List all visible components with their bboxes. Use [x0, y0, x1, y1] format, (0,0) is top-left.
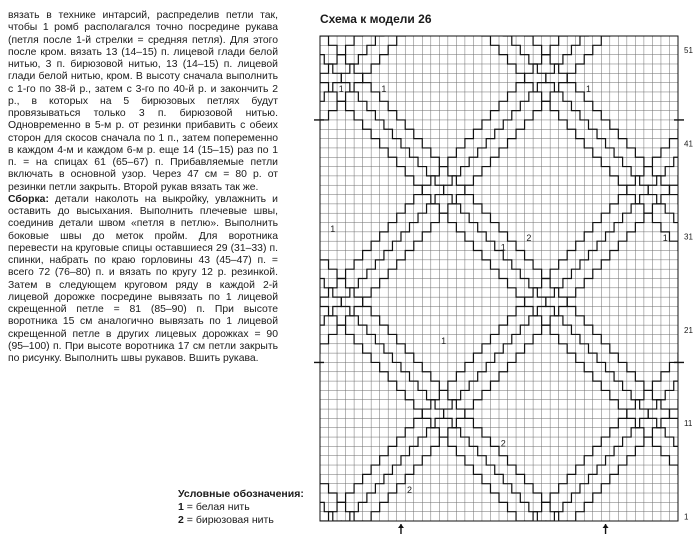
cell-marker: 1: [585, 83, 592, 94]
cell-marker: 1: [662, 233, 668, 244]
cell-marker: 1: [441, 335, 447, 346]
arrow-head: [603, 524, 609, 528]
cell-marker: 1: [381, 83, 387, 94]
instructions-paragraph: вязать в технике интарсий, распределив петли так, чтобы 1 ромб располагался точно посредине рукава (петля после 1-й стрелки = средняя петля). Для этого после кром. вязать 13 (14–15) п. лицевой глади белой нитью, 3 п. бирюзовой нитью, 13 (14–15) п. лицевой глади белой нитью, кром. В высоту сначала выполнить с 1-го по 38-й р., затем с 3-го по 40-й р. и закончить 2 р., в которых на 5 бирюзовых петлях будут провязываться только 3 п. бирюзовой нитью. Одновременно в 5-м р. от резинки прибавить с обеих сторон для скосов сначала по 1 п., затем попеременно в каждом 4-м и каждом 6-м р. еще 14 (15–15) раз по 1 п. = на спицах 61 (65–67) п. Прибавляемые петли включать в основной узор. Через 47 см = 80 р. от резинки петли закрыть. Второй рукав вязать так же.: [8, 10, 278, 193]
legend-title: Условные обозначения:: [178, 488, 304, 500]
assembly-heading: Сборка:: [8, 193, 49, 205]
diamond-step-line: [0, 27, 329, 531]
cell-marker: 1: [500, 242, 506, 253]
diamond-step-line: [0, 27, 371, 531]
row-number: 51: [684, 45, 693, 55]
row-number: 1: [684, 512, 689, 522]
diamond-step-line: [0, 27, 124, 531]
diamond-step-line: [0, 27, 167, 531]
assembly-body: детали наколоть на выкройку, увлажнить и оставить до высыхания. Выполнить плечевые швы, соединив детали швом «петля в петлю». Выполнить боковые швы до меток пройм. Для воротника перевести на круговые спицы оставшиеся 29 (31–33) п. спинки, набрать по краю горловины 43 (45–47) п. = всего 72 (76–80) п. и вязать по кругу 12 р. резинкой. Затем в следующем круговом ряду в каждой 2-й лицевой дорожке посредине вывязать по 1 лицевой скрещенной петле = 81 (85–90) п. При высоте воротника 15 см аналогично вывязать по 1 лицевой скрещенной петле в других лицевых дорожках = 90 (95–100) п. При высоте воротника 17 см петли закрыть по рисунку. Выполнить швы рукавов. Вшить рукава.: [8, 193, 278, 364]
row-number: 21: [684, 325, 693, 335]
arrow-head: [398, 524, 404, 528]
cell-marker: 2: [406, 485, 413, 496]
cell-marker: 2: [500, 438, 506, 449]
legend-item-turquoise: 2 = бирюзовая нить: [178, 514, 274, 526]
diamond-step-line: [0, 27, 350, 531]
row-number: 31: [684, 232, 693, 242]
diamond-step-line: [0, 27, 145, 531]
cell-marker: 1: [338, 83, 344, 94]
diamond-step-line: [0, 27, 371, 531]
cell-marker: 1: [330, 223, 336, 234]
legend-item-white: 1 = белая нить: [178, 501, 250, 513]
cell-marker: 2: [526, 233, 532, 244]
row-number: 41: [684, 139, 693, 149]
row-number: 11: [684, 419, 693, 429]
chart-title: Схема к модели 26: [320, 12, 432, 26]
